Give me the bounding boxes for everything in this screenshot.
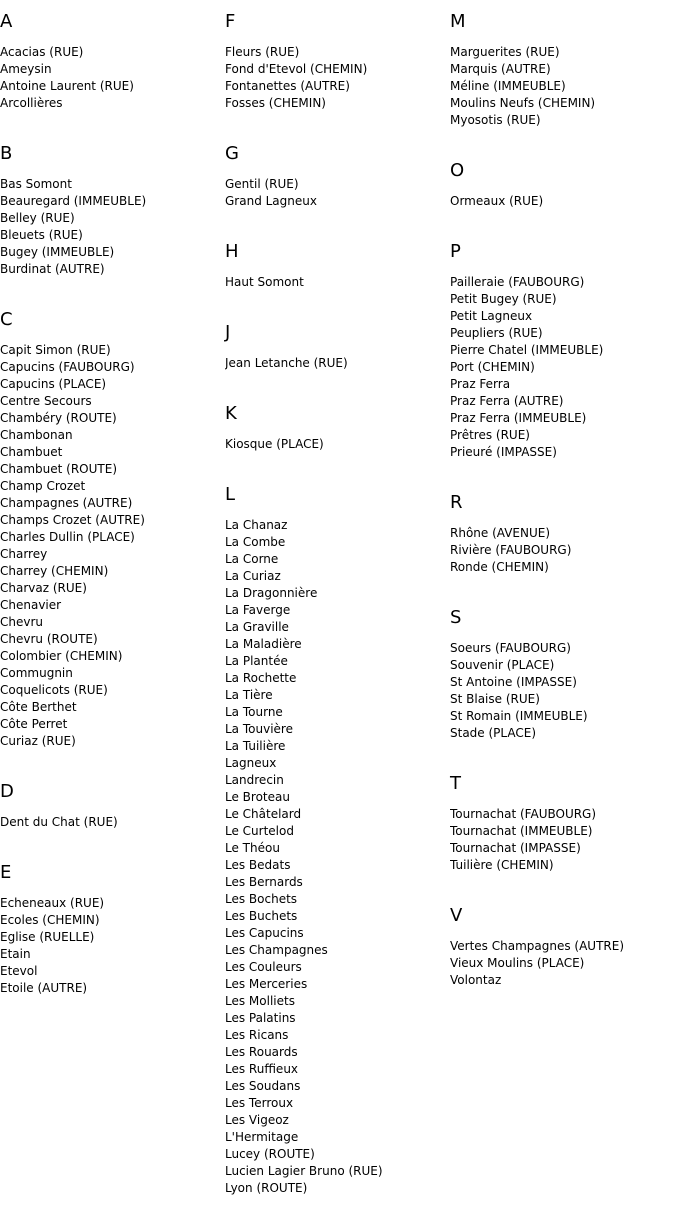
street-item: Les Palatins xyxy=(225,1011,296,1025)
street-list xyxy=(450,927,675,1009)
street-item: Le Broteau xyxy=(225,790,290,804)
letter-group xyxy=(450,894,675,1009)
letter-group xyxy=(450,596,675,762)
index-column-2 xyxy=(225,0,450,1217)
street-item: La Tourne xyxy=(225,705,283,719)
street-item: Dent du Chat (RUE) xyxy=(0,815,118,829)
street-item: Belley (RUE) xyxy=(0,211,75,225)
street-list xyxy=(225,425,450,473)
letter-group xyxy=(450,0,675,149)
street-item: Marguerites (RUE) xyxy=(450,45,560,59)
street-item: Les Rouards xyxy=(225,1045,298,1059)
street-item: Fond d'Etevol (CHEMIN) xyxy=(225,62,368,76)
street-list xyxy=(450,514,675,596)
letter-heading: G xyxy=(225,143,239,164)
street-item: Bas Somont xyxy=(0,177,72,191)
street-list xyxy=(450,182,675,230)
street-item: Charles Dullin (PLACE) xyxy=(0,530,135,544)
letter-heading: R xyxy=(450,492,463,513)
street-item: Soeurs (FAUBOURG) xyxy=(450,641,571,655)
street-item: Capucins (FAUBOURG) xyxy=(0,360,135,374)
street-item: Volontaz xyxy=(450,973,502,987)
street-item: Petit Lagneux xyxy=(450,309,533,323)
street-list xyxy=(225,506,450,1217)
street-item: Tournachat (IMMEUBLE) xyxy=(450,824,593,838)
letter-group xyxy=(0,0,225,132)
street-item: Kiosque (PLACE) xyxy=(225,437,324,451)
street-item: Bleuets (RUE) xyxy=(0,228,83,242)
index-column-3 xyxy=(450,0,675,1009)
street-item: St Antoine (IMPASSE) xyxy=(450,675,577,689)
letter-group xyxy=(450,481,675,596)
street-item: L'Hermitage xyxy=(225,1130,299,1144)
street-list xyxy=(450,795,675,894)
street-item: Côte Berthet xyxy=(0,700,77,714)
index-column-1 xyxy=(0,0,225,1017)
letter-group xyxy=(225,230,450,311)
street-item: Champs Crozet (AUTRE) xyxy=(0,513,145,527)
street-item: Le Théou xyxy=(225,841,280,855)
letter-heading: E xyxy=(0,862,12,883)
street-item: Chambuet xyxy=(0,445,63,459)
street-item: Méline (IMMEUBLE) xyxy=(450,79,566,93)
street-item: Les Bochets xyxy=(225,892,298,906)
street-item: Les Couleurs xyxy=(225,960,302,974)
street-list xyxy=(225,344,450,392)
street-item: Les Soudans xyxy=(225,1079,301,1093)
street-item: La Tière xyxy=(225,688,273,702)
street-item: Ormeaux (RUE) xyxy=(450,194,544,208)
street-item: Les Merceries xyxy=(225,977,308,991)
street-item: Lagneux xyxy=(225,756,277,770)
street-item: Les Ruffieux xyxy=(225,1062,299,1076)
street-item: La Rochette xyxy=(225,671,297,685)
street-item: Côte Perret xyxy=(0,717,68,731)
street-item: Haut Somont xyxy=(225,275,304,289)
street-item: Champagnes (AUTRE) xyxy=(0,496,133,510)
street-item: Bugey (IMMEUBLE) xyxy=(0,245,115,259)
letter-heading: K xyxy=(225,403,237,424)
street-item: Pailleraie (FAUBOURG) xyxy=(450,275,585,289)
street-item: Chevru xyxy=(0,615,44,629)
street-item: Burdinat (AUTRE) xyxy=(0,262,105,276)
street-item: La Corne xyxy=(225,552,279,566)
street-item: Chenavier xyxy=(0,598,62,612)
street-item: Les Terroux xyxy=(225,1096,294,1110)
street-item: Les Champagnes xyxy=(225,943,328,957)
street-item: Myosotis (RUE) xyxy=(450,113,541,127)
street-item: Les Bernards xyxy=(225,875,303,889)
street-item: Fontanettes (AUTRE) xyxy=(225,79,350,93)
street-item: Etevol xyxy=(0,964,38,978)
street-item: Ronde (CHEMIN) xyxy=(450,560,549,574)
letter-heading: H xyxy=(225,241,239,262)
street-item: La Dragonnière xyxy=(225,586,318,600)
street-item: Capit Simon (RUE) xyxy=(0,343,111,357)
letter-heading: O xyxy=(450,160,465,181)
letter-heading: P xyxy=(450,241,461,262)
letter-group xyxy=(225,473,450,1217)
street-item: Charrey xyxy=(0,547,48,561)
street-item: Ecoles (CHEMIN) xyxy=(0,913,100,927)
letter-heading: C xyxy=(0,309,13,330)
street-item: Le Curtelod xyxy=(225,824,294,838)
street-item: Champ Crozet xyxy=(0,479,86,493)
street-item: La Maladière xyxy=(225,637,302,651)
street-item: La Chanaz xyxy=(225,518,288,532)
letter-group xyxy=(0,298,225,770)
street-item: Gentil (RUE) xyxy=(225,177,299,191)
street-item: La Touvière xyxy=(225,722,293,736)
street-item: Fleurs (RUE) xyxy=(225,45,300,59)
street-list xyxy=(0,165,225,298)
letter-heading: L xyxy=(225,484,236,505)
street-item: St Romain (IMMEUBLE) xyxy=(450,709,588,723)
letter-heading: A xyxy=(0,11,13,32)
street-list xyxy=(0,331,225,770)
street-item: Acacias (RUE) xyxy=(0,45,84,59)
street-item: La Tuilière xyxy=(225,739,286,753)
street-item: Chevru (ROUTE) xyxy=(0,632,98,646)
street-item: Les Bedats xyxy=(225,858,291,872)
letter-group xyxy=(0,132,225,298)
street-list xyxy=(225,165,450,230)
letter-group xyxy=(450,762,675,894)
street-item: Lyon (ROUTE) xyxy=(225,1181,308,1195)
street-item: Fosses (CHEMIN) xyxy=(225,96,326,110)
street-item: Praz Ferra (AUTRE) xyxy=(450,394,564,408)
street-item: Moulins Neufs (CHEMIN) xyxy=(450,96,596,110)
street-list xyxy=(450,263,675,481)
street-list xyxy=(225,33,450,132)
street-item: Stade (PLACE) xyxy=(450,726,537,740)
street-item: Beauregard (IMMEUBLE) xyxy=(0,194,147,208)
street-item: Grand Lagneux xyxy=(225,194,317,208)
street-item: Commugnin xyxy=(0,666,73,680)
letter-group xyxy=(225,132,450,230)
street-item: Charvaz (RUE) xyxy=(0,581,87,595)
street-item: La Graville xyxy=(225,620,289,634)
street-item: Antoine Laurent (RUE) xyxy=(0,79,134,93)
street-item: Tournachat (IMPASSE) xyxy=(450,841,581,855)
street-item: Les Buchets xyxy=(225,909,298,923)
street-item: Rivière (FAUBOURG) xyxy=(450,543,572,557)
letter-group xyxy=(450,230,675,481)
street-item: Marquis (AUTRE) xyxy=(450,62,551,76)
street-item: Chambuet (ROUTE) xyxy=(0,462,117,476)
street-item: Arcollières xyxy=(0,96,63,110)
street-item: Tournachat (FAUBOURG) xyxy=(450,807,597,821)
letter-heading: V xyxy=(450,905,463,926)
street-item: Praz Ferra (IMMEUBLE) xyxy=(450,411,587,425)
street-item: Chambonan xyxy=(0,428,73,442)
street-item: Praz Ferra xyxy=(450,377,511,391)
street-item: Port (CHEMIN) xyxy=(450,360,535,374)
street-item: Coquelicots (RUE) xyxy=(0,683,108,697)
street-item: Le Châtelard xyxy=(225,807,302,821)
street-item: Les Molliets xyxy=(225,994,295,1008)
street-item: Vertes Champagnes (AUTRE) xyxy=(450,939,625,953)
street-list xyxy=(225,263,450,311)
letter-heading: J xyxy=(225,322,231,343)
street-list xyxy=(450,629,675,762)
street-item: Prieuré (IMPASSE) xyxy=(450,445,557,459)
street-item: La Plantée xyxy=(225,654,288,668)
letter-group xyxy=(225,0,450,132)
street-item: Pierre Chatel (IMMEUBLE) xyxy=(450,343,604,357)
street-item: Centre Secours xyxy=(0,394,92,408)
letter-group xyxy=(0,770,225,851)
letter-heading: T xyxy=(450,773,461,794)
letter-heading: B xyxy=(0,143,13,164)
street-item: Petit Bugey (RUE) xyxy=(450,292,557,306)
letter-group xyxy=(225,311,450,392)
street-item: Les Vigeoz xyxy=(225,1113,289,1127)
street-item: Tuilière (CHEMIN) xyxy=(450,858,554,872)
street-list xyxy=(450,33,675,149)
letter-group xyxy=(0,851,225,1017)
street-item: Chambéry (ROUTE) xyxy=(0,411,117,425)
street-item: Jean Letanche (RUE) xyxy=(225,356,348,370)
letter-heading: D xyxy=(0,781,14,802)
street-item: Eglise (RUELLE) xyxy=(0,930,95,944)
street-item: Etoile (AUTRE) xyxy=(0,981,88,995)
letter-group xyxy=(225,392,450,473)
street-item: La Combe xyxy=(225,535,286,549)
letter-heading: M xyxy=(450,11,466,32)
street-item: La Faverge xyxy=(225,603,291,617)
street-item: Etain xyxy=(0,947,31,961)
street-item: Echeneaux (RUE) xyxy=(0,896,105,910)
street-item: Peupliers (RUE) xyxy=(450,326,543,340)
street-item: Colombier (CHEMIN) xyxy=(0,649,123,663)
street-item: Vieux Moulins (PLACE) xyxy=(450,956,585,970)
street-item: Les Capucins xyxy=(225,926,304,940)
street-item: Ameysin xyxy=(0,62,52,76)
street-item: St Blaise (RUE) xyxy=(450,692,540,706)
street-item: Prêtres (RUE) xyxy=(450,428,530,442)
street-item: Souvenir (PLACE) xyxy=(450,658,555,672)
street-item: Landrecin xyxy=(225,773,284,787)
street-item: Lucey (ROUTE) xyxy=(225,1147,315,1161)
street-list xyxy=(0,803,225,851)
street-item: La Curiaz xyxy=(225,569,281,583)
street-item: Curiaz (RUE) xyxy=(0,734,76,748)
letter-heading: F xyxy=(225,11,236,32)
letter-group xyxy=(450,149,675,230)
street-item: Charrey (CHEMIN) xyxy=(0,564,109,578)
street-item: Rhône (AVENUE) xyxy=(450,526,551,540)
street-list xyxy=(0,33,225,132)
street-item: Lucien Lagier Bruno (RUE) xyxy=(225,1164,383,1178)
street-item: Les Ricans xyxy=(225,1028,289,1042)
street-list xyxy=(0,884,225,1017)
street-item: Capucins (PLACE) xyxy=(0,377,107,391)
letter-heading: S xyxy=(450,607,462,628)
